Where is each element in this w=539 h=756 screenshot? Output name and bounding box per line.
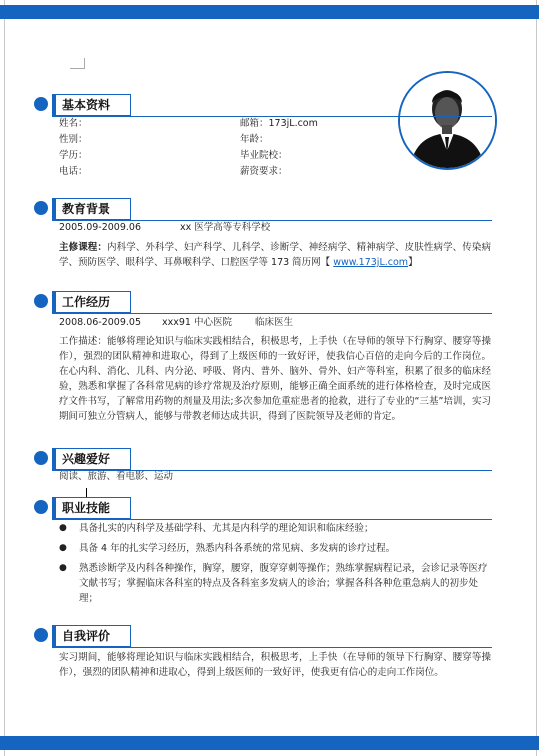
website-link[interactable]: www.173jL.com xyxy=(333,257,409,268)
section-title: 工作经历 xyxy=(52,291,131,313)
bullet-dot-icon xyxy=(34,294,48,308)
bullet-icon: ● xyxy=(59,543,67,553)
bullet-icon: ● xyxy=(59,563,67,573)
skill-item: ● 熟悉诊断学及内科各种操作，胸穿，腰穿，腹穿穿刺等操作；熟练掌握病程记录，会诊记录等医疗文献书写；掌握临床各科室的特点及各科室多发病人的诊治；掌握各科各种危重急病人的初步处理； xyxy=(59,563,488,604)
skill-item: ● 具备扎实的内科学及基础学科、尤其是内科学的理论知识和临床经验； xyxy=(59,523,374,534)
bottom-accent-bar xyxy=(0,736,539,750)
bullet-dot-icon xyxy=(34,201,48,215)
courses-text: 内科学、外科学、妇产科学、儿科学、诊断学、神经病学、精神病学、皮肤性病学、传染病学、预防医学、眼科学、耳鼻喉科学、口腔医学等 173 简历网【 xyxy=(59,242,491,268)
profile-photo xyxy=(398,71,497,170)
email-field: 邮箱：173jL.com xyxy=(240,118,318,129)
salary-field: 薪资要求： xyxy=(240,166,288,177)
education-school: xx 医学高等专科学校 xyxy=(180,222,271,233)
phone-field: 电话： xyxy=(59,166,88,177)
skill-item: ● 具备 4 年的扎实学习经历，熟悉内科各系统的常见病、多发病的诊疗过程。 xyxy=(59,543,396,554)
hobbies-text: 阅读、旅游、看电影、运动 xyxy=(59,471,174,482)
bullet-dot-icon xyxy=(34,628,48,642)
work-title: 临床医生 xyxy=(255,317,294,328)
section-title: 自我评价 xyxy=(52,625,131,647)
work-period: 2008.06-2009.05 xyxy=(59,317,141,328)
crop-mark xyxy=(70,58,85,69)
age-field: 年龄： xyxy=(240,134,269,145)
section-divider xyxy=(52,647,492,648)
gender-field: 性别： xyxy=(59,134,88,145)
section-title: 兴趣爱好 xyxy=(52,448,131,470)
school-field: 毕业院校： xyxy=(240,150,288,161)
name-field: 姓名： xyxy=(59,118,88,129)
section-divider xyxy=(52,313,492,314)
courses-prefix: 主修课程： xyxy=(59,242,108,253)
person-silhouette-icon xyxy=(400,73,495,168)
bullet-dot-icon xyxy=(34,97,48,111)
section-title: 教育背景 xyxy=(52,198,131,220)
bullet-icon: ● xyxy=(59,523,67,533)
education-courses xyxy=(59,240,491,270)
work-org: xxx91 中心医院 xyxy=(162,317,232,328)
work-description: 工作描述：能够将理论知识与临床实践相结合，积极思考，上手快（在导师的领导下行胸穿、腰穿等操作），强烈的团队精神和进取心，得到了上级医师的一致好评，使我信心百倍的走向今后的工作岗位。在心内科、消化、儿科、内分泌、呼吸、肾内、普外、脑外、骨外、妇产等科室，积累了很多的临床经验，熟悉和掌握了各科常见病的诊疗常规及治疗原则，能够正确全面系统的进行体格检查，及时完成医疗文件书写，了解常用药物的剂量及用法;多次参加危重症患者的抢救，进行了专业的“三基”培训，实习期间可独立分管病人，能够与带教老师达成共识，得到了医院领导及老师的肯定。 xyxy=(59,336,491,422)
education-period: 2005.09-2009.06 xyxy=(59,222,141,233)
degree-field: 学历： xyxy=(59,150,88,161)
section-title: 职业技能 xyxy=(52,497,131,519)
courses-suffix: 】 xyxy=(408,257,418,268)
section-divider xyxy=(52,519,492,520)
section-title: 基本资料 xyxy=(52,94,131,116)
bullet-dot-icon xyxy=(34,451,48,465)
top-accent-bar-overlay xyxy=(0,5,539,19)
bullet-dot-icon xyxy=(34,500,48,514)
self-evaluation-text: 实习期间，能够将理论知识与临床实践相结合，积极思考，上手快（在导师的领导下行胸穿、腰穿等操作），强烈的团队精神和进取心，得到上级医师的一致好评，使我更有信心的走向工作岗位。 xyxy=(59,652,491,678)
